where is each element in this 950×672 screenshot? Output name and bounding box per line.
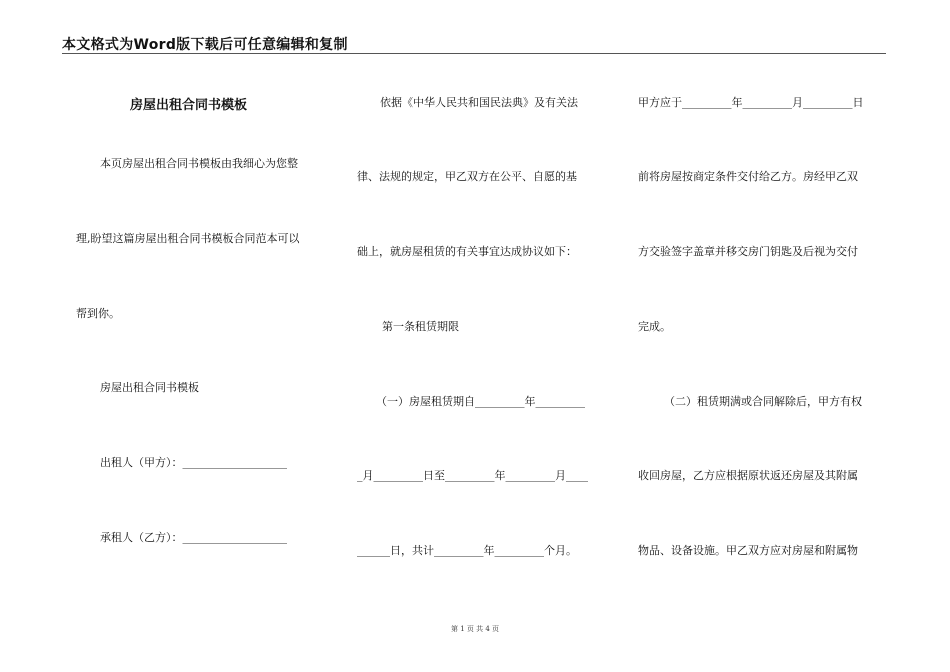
contract-title: 房屋出租合同书模板 [130,98,248,113]
col3-line-5: （二）租赁期满或合同解除后，甲方有权 [664,395,862,408]
col3-line-2: 前将房屋按商定条件交付给乙方。房经甲乙双 [638,170,858,183]
intro-line-2: 理,盼望这篇房屋出租合同书模板合同范本可以 [76,232,300,245]
col3-line-7: 物品、设备设施。甲乙双方应对房屋和附属物 [638,544,858,557]
col2-line-1: 依据《中华人民共和国民法典》及有关法 [380,96,578,109]
col2-line-3: 础上，就房屋租赁的有关事宜达成协议如下： [357,245,577,258]
col3-line-6: 收回房屋，乙方应根据原状返还房屋及其附属 [638,469,858,482]
article-1-heading: 第一条租赁期限 [382,320,459,333]
col3-line-3: 方交验签字盖章并移交房门钥匙及后视为交付 [638,245,858,258]
col3-line-1: 甲方应于_________年_________月_________日 [638,96,864,109]
col2-line-7: ______日，共计_________年_________个月。 [357,544,577,557]
col2-line-6: _月_________日至_________年_________月____ [357,469,588,482]
section-subtitle: 房屋出租合同书模板 [100,381,199,394]
document-header: 本文格式为Word版下载后可任意编辑和复制 [62,37,348,53]
intro-line-1: 本页房屋出租合同书模板由我细心为您整 [100,157,298,170]
col2-line-2: 律、法规的规定，甲乙双方在公平、自愿的基 [357,170,577,183]
lessee-line: 承租人（乙方）：___________________ [100,531,287,544]
col3-line-4: 完成。 [638,320,671,333]
header-divider [62,53,886,54]
col2-line-5: （一）房屋租赁期自_________年_________ [376,395,585,408]
page-number: 第 1 页 共 4 页 [450,625,500,633]
intro-line-3: 帮到你。 [76,307,120,320]
lessor-line: 出租人（甲方）：___________________ [100,456,287,469]
